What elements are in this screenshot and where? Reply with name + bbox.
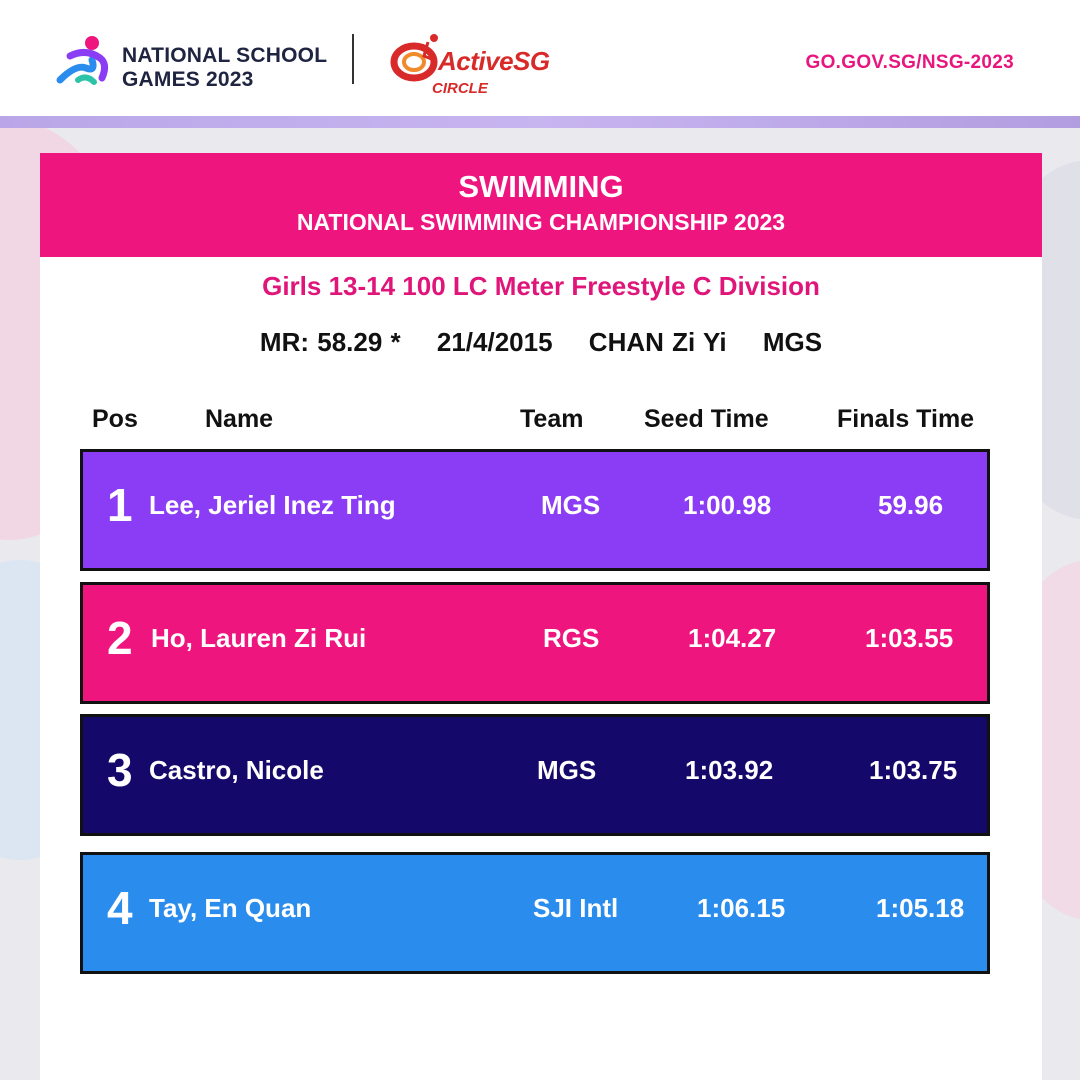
- record-date: 21/4/2015: [436, 327, 553, 357]
- column-header-finals-time: Finals Time: [837, 405, 975, 433]
- result-row-3: [80, 714, 990, 836]
- column-header-pos: Pos: [92, 405, 138, 433]
- column-header-name: Name: [205, 405, 274, 433]
- column-header-seed-time: Seed Time: [644, 405, 769, 433]
- header-accent-bar: [0, 116, 1080, 128]
- result-swimmer-name: Lee, Jeriel Inez Ting: [149, 490, 396, 520]
- header: [0, 0, 1080, 116]
- result-row-2: [80, 582, 990, 704]
- result-team: MGS: [541, 490, 601, 520]
- result-seed-time: 1:03.92: [685, 755, 774, 785]
- result-position: 4: [107, 882, 133, 934]
- result-finals-time: 59.96: [878, 490, 944, 520]
- result-team: SJI Intl: [533, 893, 619, 923]
- event-name: Girls 13-14 100 LC Meter Freestyle C Division: [262, 271, 820, 301]
- activesg-circle-label: CIRCLE: [432, 80, 488, 97]
- nsg-logo-icon: [56, 34, 116, 86]
- competition-title: NATIONAL SWIMMING CHAMPIONSHIP 2023: [296, 209, 786, 235]
- result-finals-time: 1:03.55: [865, 623, 954, 653]
- sport-title: SWIMMING: [458, 169, 624, 204]
- result-row-4: [80, 852, 990, 974]
- result-position: 1: [107, 479, 133, 531]
- results-card: [40, 153, 1042, 1080]
- record-team: MGS: [762, 327, 823, 357]
- column-header-team: Team: [520, 405, 584, 433]
- title-banner: [40, 153, 1042, 257]
- result-position: 2: [107, 612, 133, 664]
- nsg-line-1: NATIONAL SCHOOL: [122, 44, 328, 67]
- result-finals-time: 1:03.75: [869, 755, 958, 785]
- record-holder: CHAN Zi Yi: [588, 327, 727, 357]
- result-position: 3: [107, 744, 133, 796]
- nsg-wordmark: [122, 44, 327, 92]
- result-team: MGS: [537, 755, 597, 785]
- result-seed-time: 1:04.27: [688, 623, 777, 653]
- record-time: MR: 58.29 *: [259, 327, 401, 357]
- result-swimmer-name: Ho, Lauren Zi Rui: [151, 623, 367, 653]
- nsg-line-2: GAMES 2023: [122, 68, 254, 91]
- activesg-wordmark: ActiveSG: [438, 46, 550, 76]
- site-url[interactable]: GO.GOV.SG/NSG-2023: [805, 52, 1014, 73]
- result-team: RGS: [543, 623, 600, 653]
- result-swimmer-name: Castro, Nicole: [149, 755, 324, 785]
- result-swimmer-name: Tay, En Quan: [149, 893, 312, 923]
- result-finals-time: 1:05.18: [876, 893, 965, 923]
- result-seed-time: 1:06.15: [697, 893, 786, 923]
- meet-record: [40, 327, 1042, 358]
- result-row-1: [80, 449, 990, 571]
- result-seed-time: 1:00.98: [683, 490, 772, 520]
- header-divider: [352, 34, 354, 84]
